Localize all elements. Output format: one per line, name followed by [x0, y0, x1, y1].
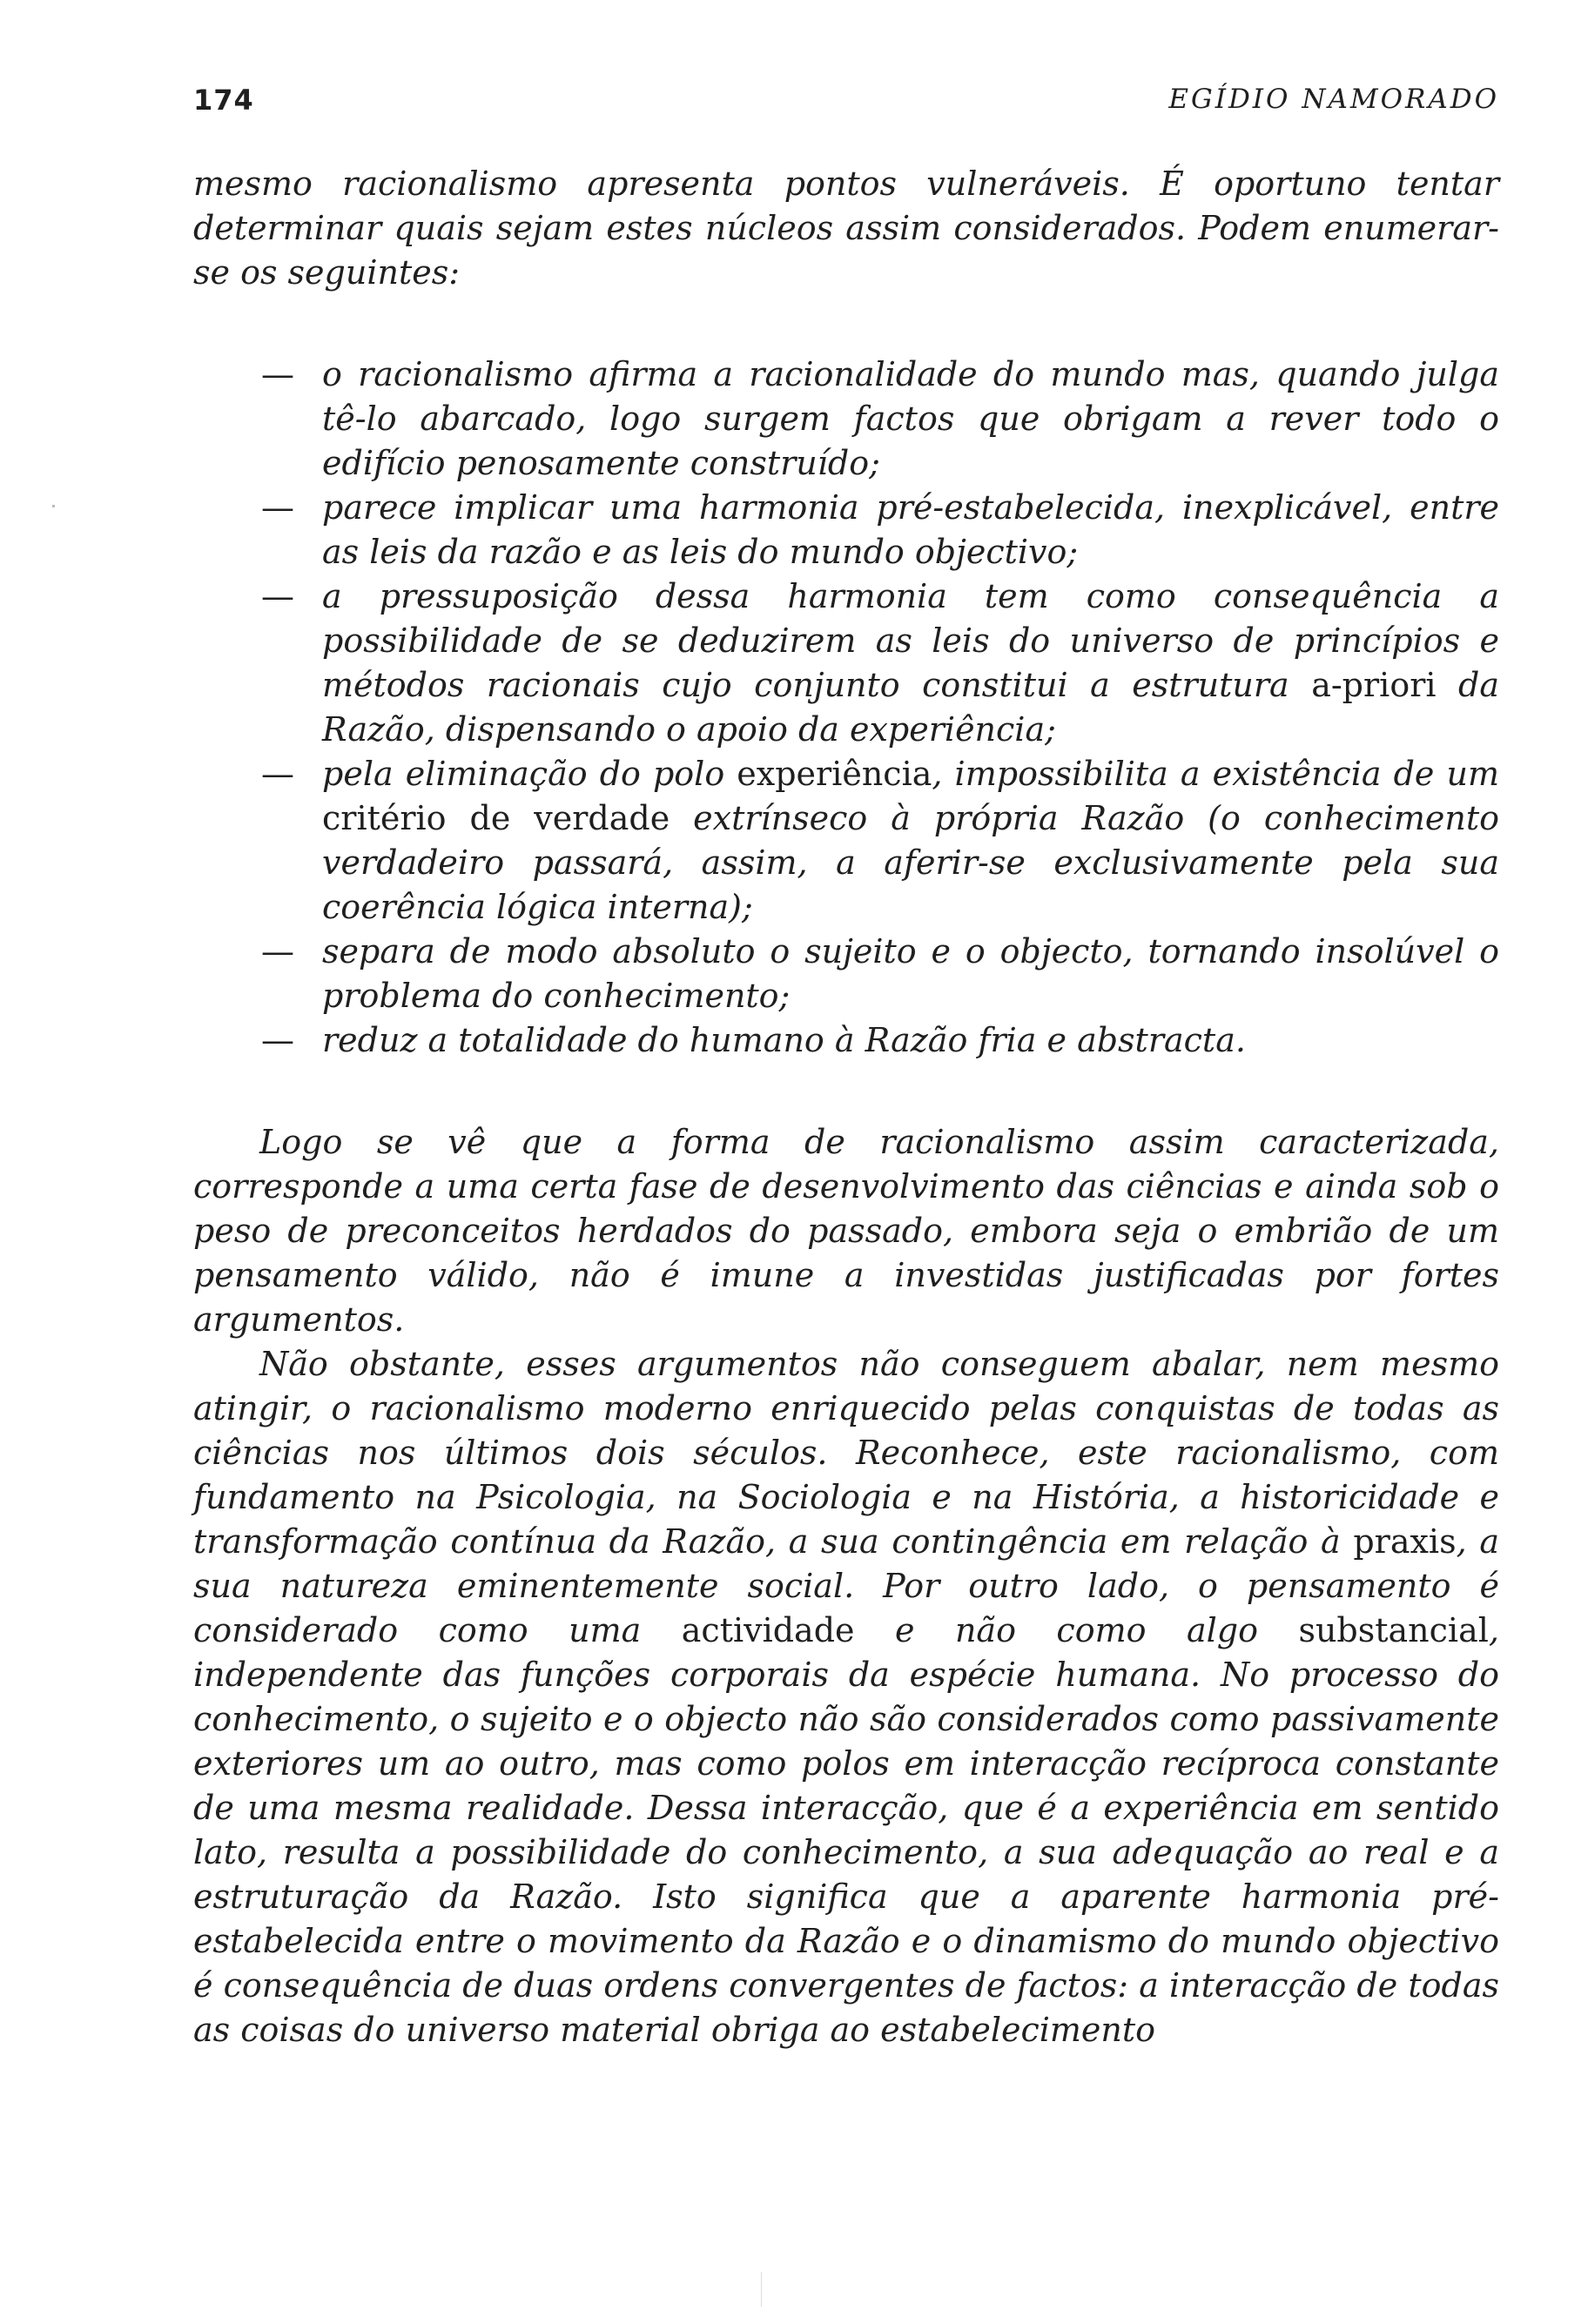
bullet-text: separa de modo absoluto o sujeito e o objecto, tornando insolúvel o problema do conhecimento; — [322, 932, 1499, 1015]
paragraph-term: actividade — [681, 1611, 855, 1649]
bullet-text: a pressuposição dessa harmonia tem como consequência a possibilidade de se deduzirem as leis do universo de princípios e métodos racionais cujo conjunto constitui a estrutura — [322, 577, 1499, 704]
bullet-item — [261, 574, 1499, 752]
bullet-dash: — — [261, 577, 294, 615]
bullet-item — [261, 930, 1499, 1018]
page-header — [193, 84, 1499, 127]
paragraph-text: e não como algo — [854, 1611, 1299, 1649]
body-paragraph: Logo se vê que a forma de racionalismo assim caracterizada, corresponde a uma certa fase de desenvolvimento das ciências e ainda sob o peso de preconceitos herdados do passado, embora seja o embrião de um pensamento válido, não é imune a investidas justificadas por fortes argumentos. — [193, 1123, 1499, 1339]
bullet-text: reduz a totalidade do humano à Razão fria e abstracta. — [322, 1021, 1246, 1059]
bullet-term: experiência — [737, 755, 932, 793]
bullet-dash: — — [261, 488, 294, 527]
paragraph-text: , independente das funções corporais da espécie humana. No processo do conhecimento, o sujeito e o objecto não são considerados como passivamente exteriores um ao outro, mas como polos em interacção recíproca constante de uma mesma realidade. Dessa interacção, que é a experiência em sentido lato, resulta a possibilidade do conhecimento, a sua adequação ao real e a estruturação da Razão. Isto significa que a aparente harmonia pré-estabelecida entre o movimento da Razão e o dinamismo do mundo objectivo é consequência de duas ordens convergentes de factos: a interacção de todas as coisas do universo material obriga ao estabelecimento — [193, 1611, 1499, 2049]
intro-paragraph: mesmo racionalismo apresenta pontos vulneráveis. É oportuno tentar determinar quais sejam estes núcleos assim considerados. Podem enumerar-se os seguintes: — [193, 165, 1499, 292]
running-head: EGÍDIO NAMORADO — [1168, 84, 1499, 115]
bullet-term: a-priori — [1311, 666, 1437, 704]
bullet-dash: — — [261, 755, 294, 793]
bullet-dash: — — [261, 355, 294, 393]
bullet-item — [261, 752, 1500, 930]
bullet-dash: — — [261, 1021, 294, 1059]
scan-speck — [52, 505, 55, 507]
paragraph-text: Não obstante, esses argumentos não conseguem abalar, nem mesmo atingir, o racionalismo moderno enriquecido pelas conquistas de todas as ciências nos últimos dois séculos. Reconhece, este racionalismo, com fundamento na Psicologia, na Sociologia e na História, a historicidade e transformação contínua da Razão, a sua contingência em relação à — [193, 1345, 1499, 1561]
bullet-item — [261, 486, 1499, 574]
page-body — [193, 162, 1499, 2052]
bullet-dash: — — [261, 932, 294, 971]
paragraph-term: substancial — [1298, 1611, 1489, 1649]
body-paragraph — [193, 1342, 1499, 2052]
bullet-text: extrínseco à própria Razão (o conhecimento verdadeiro passará, assim, a aferir-se exclusivamente pela sua coerência lógica interna); — [322, 799, 1500, 926]
bullet-text: o racionalismo afirma a racionalidade do mundo mas, quando julga tê-lo abarcado, logo surgem factos que obrigam a rever todo o edifício penosamente construído; — [322, 355, 1499, 482]
bullet-term: critério de verdade — [322, 799, 670, 837]
bullet-item — [261, 353, 1499, 486]
bullet-text: da Razão, dispensando o apoio da experiência; — [322, 666, 1499, 749]
page-number: 174 — [193, 84, 254, 117]
bullet-list — [193, 353, 1499, 1063]
paragraph-term: praxis — [1353, 1522, 1457, 1561]
bullet-text: pela eliminação do polo — [322, 755, 737, 793]
bullet-item — [261, 1018, 1499, 1063]
gutter-mark — [761, 2272, 762, 2307]
paragraph-text: , a sua natureza eminentemente social. Por outro lado, o pensamento é considerado como uma — [193, 1522, 1499, 1649]
bullet-text: parece implicar uma harmonia pré-estabelecida, inexplicável, entre as leis da razão e as leis do mundo objectivo; — [322, 488, 1499, 571]
bullet-text: , impossibilita a existência de um — [932, 755, 1499, 793]
